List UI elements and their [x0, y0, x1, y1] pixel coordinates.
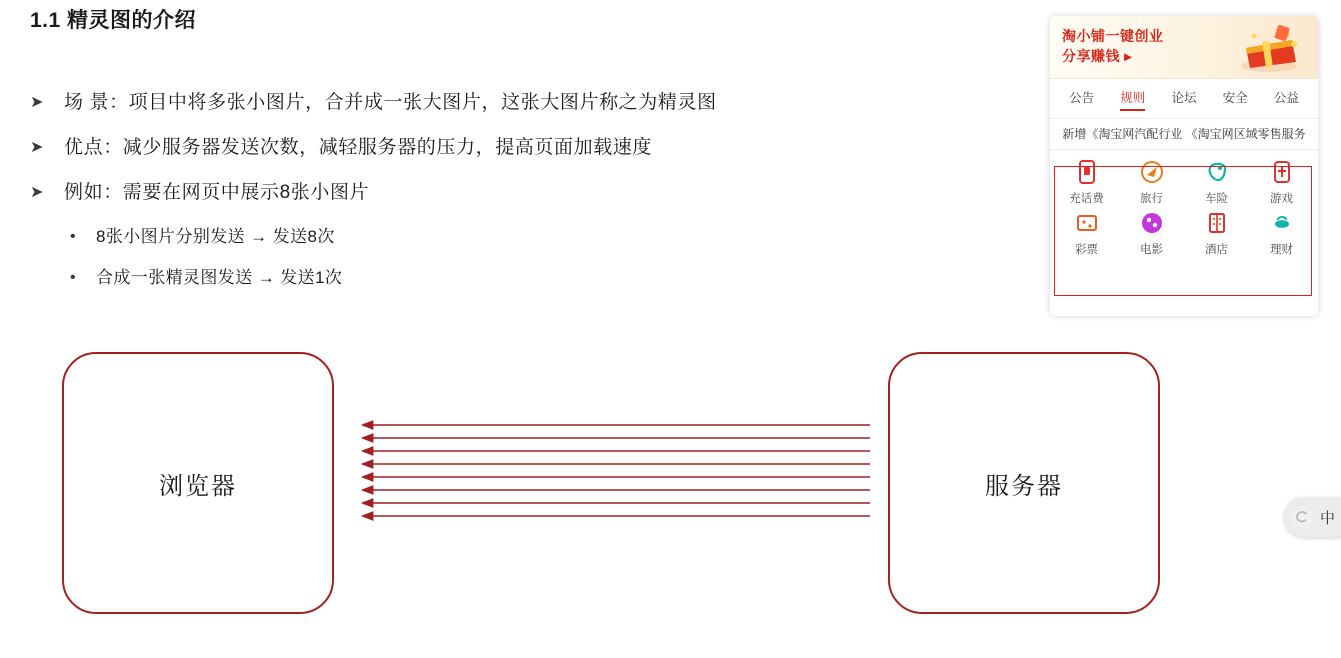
hotel-icon — [1204, 210, 1230, 236]
grid-item-movie[interactable] — [1119, 210, 1184, 257]
browser-node: 浏览器 — [62, 352, 334, 614]
page-title: 1.1 精灵图的介绍 — [30, 9, 197, 32]
arrow-bullet-icon: ➤ — [30, 139, 44, 156]
movie-icon — [1139, 210, 1165, 236]
grid-label: 游戏 — [1270, 193, 1293, 205]
nav-item-charity[interactable]: 公益 — [1273, 91, 1299, 105]
grid-label: 充话费 — [1069, 193, 1104, 205]
grid-label: 理财 — [1270, 244, 1293, 256]
grid-item-travel[interactable] — [1119, 159, 1184, 206]
ime-mode-label[interactable]: 中 — [1320, 509, 1336, 527]
promo-nav[interactable] — [1050, 79, 1318, 119]
nav-item-rules[interactable]: 规则 — [1120, 88, 1145, 111]
nav-item-forum[interactable]: 论坛 — [1171, 91, 1197, 105]
sub-bullet-text: 合成一张精灵图发送 → 发送1次 — [96, 268, 343, 287]
list-item — [30, 180, 910, 206]
arrow-bullet-icon: ➤ — [30, 184, 44, 201]
ime-floating-bar[interactable] — [1284, 497, 1341, 537]
grid-label: 电影 — [1140, 244, 1163, 256]
bullet-text: 优点：减少服务器发送次数，减轻服务器的压力，提高页面加载速度 — [64, 137, 653, 158]
grid-item-car-insurance[interactable] — [1184, 159, 1249, 206]
grid-item-game[interactable] — [1249, 159, 1314, 206]
grid-item-recharge[interactable] — [1054, 159, 1119, 206]
bullet-text: 例如：需要在网页中展示8张小图片 — [64, 182, 370, 203]
list-item — [30, 135, 910, 161]
promo-banner[interactable] — [1050, 16, 1318, 79]
grid-item-lottery[interactable] — [1054, 210, 1119, 257]
dot-bullet-icon: • — [70, 228, 76, 245]
nav-item-security[interactable]: 安全 — [1222, 91, 1248, 105]
arrow-bullet-icon: ➤ — [30, 94, 44, 111]
grid-label: 旅行 — [1140, 193, 1163, 205]
grid-item-finance[interactable] — [1249, 210, 1314, 257]
bullet-text: 场 景：项目中将多张小图片，合并成一张大图片，这张大图片称之为精灵图 — [64, 92, 717, 113]
service-grid — [1050, 150, 1318, 267]
sub-list-item — [30, 266, 910, 290]
game-icon — [1269, 159, 1295, 185]
nav-item-announcement[interactable]: 公告 — [1069, 91, 1095, 105]
sub-list-item — [30, 225, 910, 249]
lottery-icon — [1074, 210, 1100, 236]
promo-banner-line1: 淘小铺一键创业 — [1062, 28, 1164, 44]
travel-icon — [1139, 159, 1165, 185]
taobao-promo-card[interactable] — [1050, 16, 1318, 316]
list-item — [30, 90, 910, 116]
phone-recharge-icon — [1074, 159, 1100, 185]
server-node: 服务器 — [888, 352, 1160, 614]
car-insurance-icon — [1204, 159, 1230, 185]
grid-item-hotel[interactable] — [1184, 210, 1249, 257]
notice-text[interactable]: 新增《淘宝网汽配行业 《淘宝网区域零售服务 — [1050, 119, 1318, 150]
sogou-logo-icon[interactable] — [1291, 506, 1313, 528]
request-arrows-group — [360, 415, 880, 535]
finance-icon — [1269, 210, 1295, 236]
grid-label: 彩票 — [1075, 244, 1098, 256]
sub-bullet-text: 8张小图片分别发送 → 发送8次 — [96, 227, 335, 246]
grid-label: 车险 — [1205, 193, 1228, 205]
promo-banner-line2: 分享赚钱 ▸ — [1062, 48, 1132, 64]
gift-box-icon — [1236, 22, 1302, 72]
dot-bullet-icon: • — [70, 269, 76, 286]
grid-label: 酒店 — [1205, 244, 1228, 256]
bullet-list — [30, 90, 910, 307]
promo-banner-text — [1062, 26, 1164, 66]
